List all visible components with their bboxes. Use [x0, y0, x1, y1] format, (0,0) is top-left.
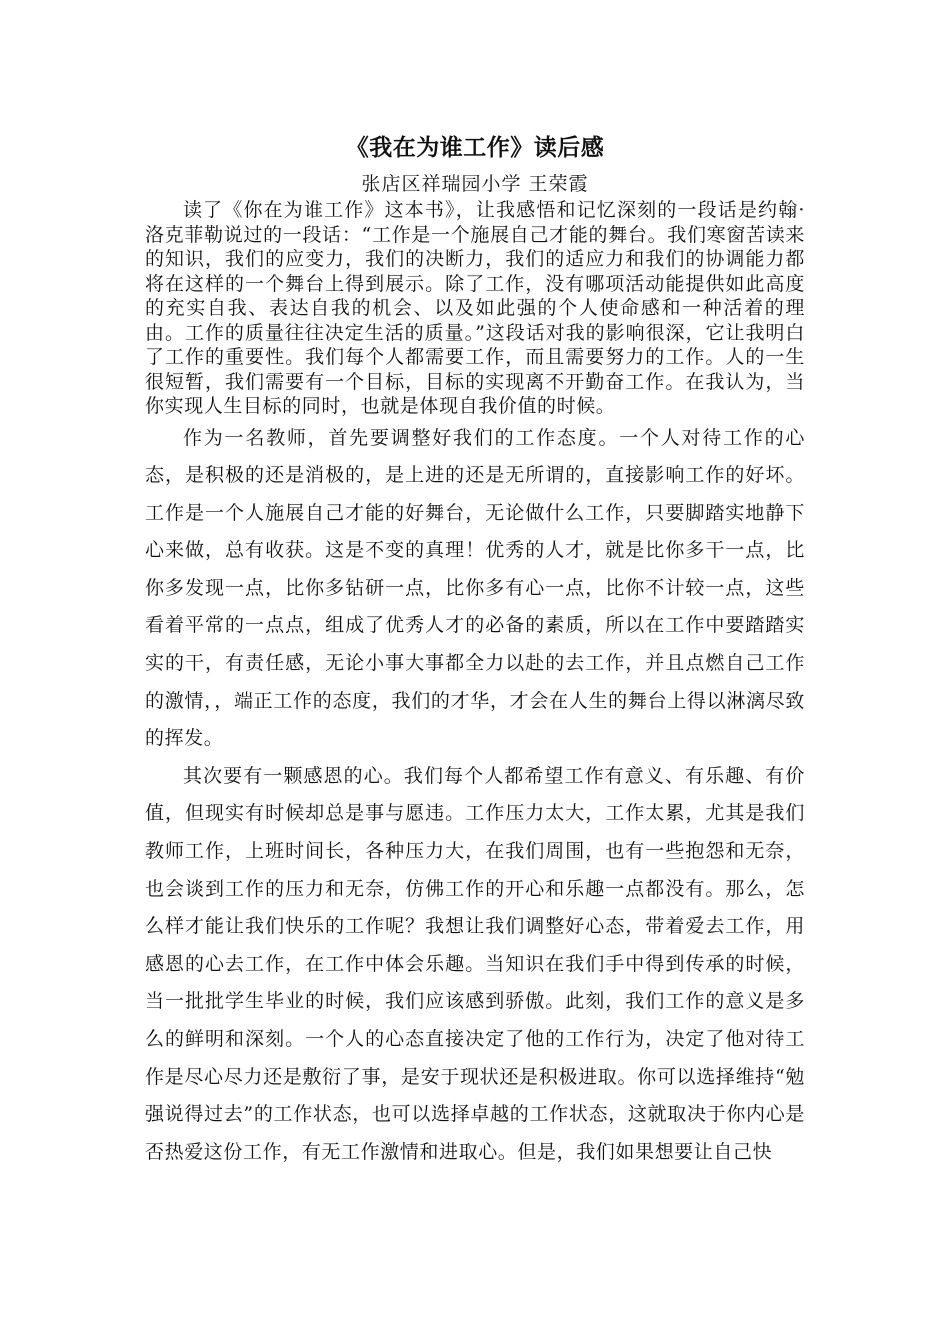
author-line: 张店区祥瑞园小学 王荣霞 — [361, 173, 589, 195]
paragraph-3: 其次要有一颗感恩的心。我们每个人都希望工作有意义、有乐趣、有价值，但现实有时候却总是事与愿违。工作压力太大，工作太累，尤其是我们教师工作，上班时间长，各种压力大，在我们周围，也有一些抱怨和无奈，也会谈到工作的压力和无奈，仿佛工作的开心和乐趣一点都没有。那么，怎么样才能让我们快乐的工作呢？我想让我们调整好心态，带着爱去工作，用感恩的心去工作，在工作中体会乐趣。当知识在我们手中得到传承的时候，当一批批学生毕业的时候，我们应该感到骄傲。此刻，我们工作的意义是多么的鲜明和深刻。一个人的心态直接决定了他的工作行为，决定了他对待工作是尽心尽力还是敷衍了事，是安于现状还是积极进取。你可以选择维持“勉强说得过去”的工作状态，也可以选择卓越的工作状态，这就取决于你内心是否热爱这份工作，有无工作激情和进取心。但是，我们如果想要让自己快 — [145, 764, 805, 1163]
paragraph-1: 读了《你在为谁工作》这本书》，让我感悟和记忆深刻的一段话是约翰·洛克菲勒说过的一段话：“工作是一个施展自己才能的舞台。我们寒窗苦读来的知识，我们的应变力，我们的决断力，我们的适应力和我们的协调能力都将在这样的一个舞台上得到展示。除了工作，没有哪项活动能提供如此高度的充实自我、表达自我的机会、以及如此强的个人使命感和一种活着的理由。工作的质量往往决定生活的质量。”这段话对我的影响很深，它让我明白了工作的重要性。我们每个人都需要工作，而且需要努力的工作。人的一生很短暂，我们需要有一个目标，目标的实现离不开勤奋工作。在我认为，当你实现人生目标的同时，也就是体现自我价值的时候。 — [145, 199, 805, 417]
paragraph-2: 作为一名教师，首先要调整好我们的工作态度。一个人对待工作的心态，是积极的还是消极的，是上进的还是无所谓的，直接影响工作的好坏。工作是一个人施展自己才能的好舞台，无论做什么工作，只要脚踏实地静下心来做，总有收获。这是不变的真理！优秀的人才，就是比你多干一点，比你多发现一点，比你多钻研一点，比你多有心一点，比你不计较一点，这些看着平常的一点点，组成了优秀人才的必备的素质，所以在工作中要踏踏实实的干，有责任感，无论小事大事都全力以赴的去工作，并且点燃自己工作的激情，，端正工作的态度，我们的才华，才会在人生的舞台上得以淋漓尽致的挥发。 — [145, 426, 805, 750]
document-page — [145, 130, 805, 1171]
document-title: 《我在为谁工作》读后感 — [345, 134, 605, 161]
